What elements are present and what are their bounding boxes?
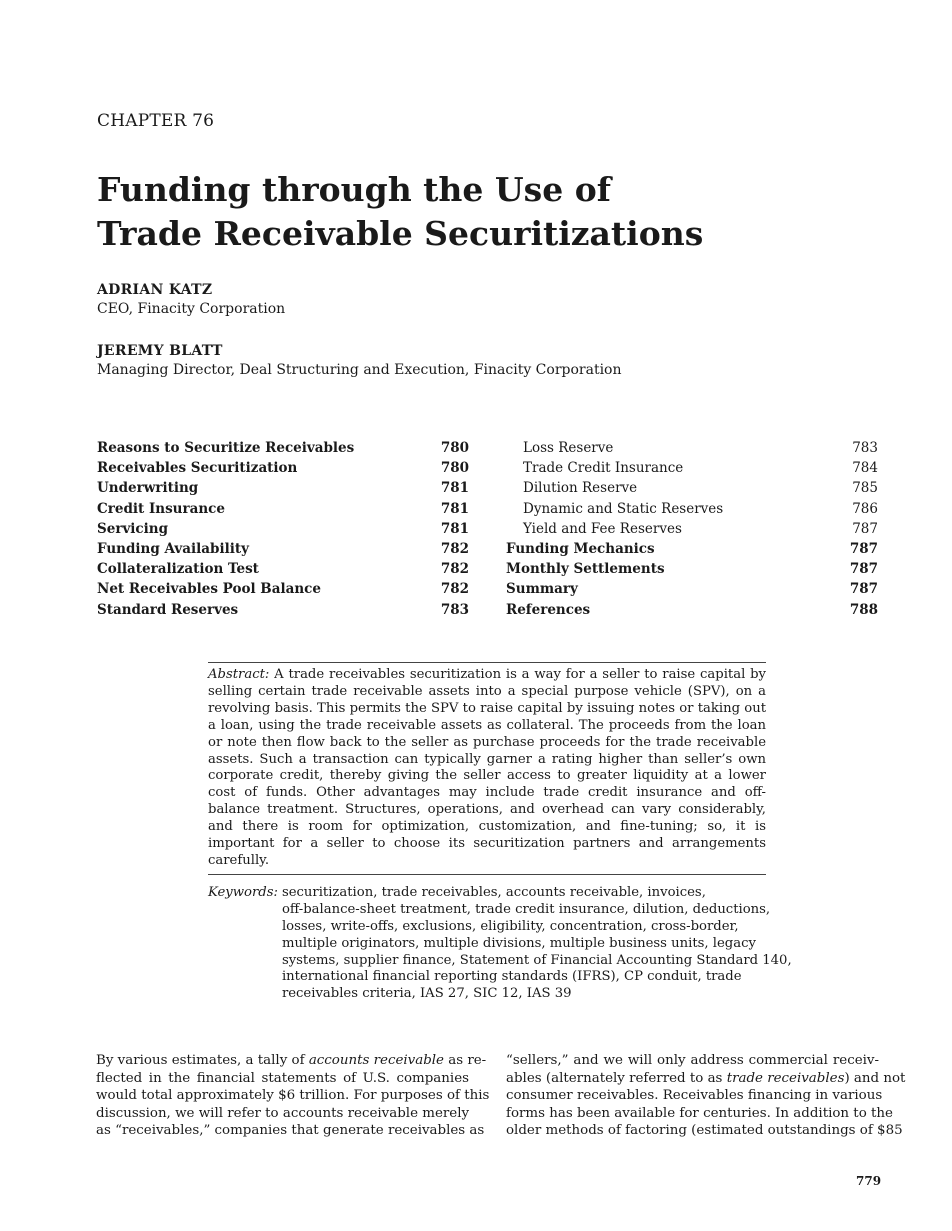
toc-entry (506, 579, 878, 599)
toc-entry-page: 786 (852, 500, 878, 517)
author-affiliation: CEO, Finacity Corporation (97, 301, 286, 317)
toc-entry-page: 782 (440, 561, 469, 578)
keywords-line: systems, supplier finance, Statement of Financial Accounting Standard 140, (281, 952, 792, 968)
toc-entry (97, 600, 469, 620)
title-line: Trade Receivable Securitizations (97, 214, 704, 253)
keywords-line: losses, write-offs, exclusions, eligibility, concentration, cross-border, (281, 918, 739, 934)
title-line: Funding through the Use of (97, 170, 611, 209)
author-block (97, 342, 622, 380)
toc-entry (97, 559, 469, 579)
keywords-line: off-balance-sheet treatment, trade credit insurance, dilution, deductions, (281, 901, 771, 917)
toc-entry-label: Net Receivables Pool Balance (97, 581, 321, 598)
toc-entry (97, 478, 469, 498)
body-column-right (506, 1052, 906, 1140)
toc-entry-label: Receivables Securitization (97, 460, 298, 477)
toc-entry-page: 787 (849, 541, 878, 558)
toc-entry (97, 579, 469, 599)
toc-entry (97, 519, 469, 539)
table-of-contents-right (506, 438, 878, 620)
toc-entry (506, 458, 878, 478)
page-number: 779 (856, 1174, 882, 1188)
toc-entry-page: 787 (849, 561, 878, 578)
toc-entry-label: Funding Availability (97, 541, 249, 558)
body-line: as “receivables,” companies that generate receivables as (96, 1123, 485, 1138)
toc-entry-page: 783 (440, 601, 469, 618)
toc-entry-label: Loss Reserve (523, 440, 614, 456)
toc-entry (506, 499, 878, 519)
toc-entry (97, 458, 469, 478)
keywords-line: international financial reporting standards (IFRS), CP conduit, trade (281, 969, 742, 985)
toc-entry-page: 787 (849, 581, 878, 598)
body-text: By various estimates, a tally of (96, 1053, 309, 1068)
toc-entry (506, 519, 878, 539)
table-of-contents-left (97, 438, 469, 620)
toc-entry-label: Trade Credit Insurance (523, 460, 684, 477)
toc-entry-page: 785 (852, 480, 878, 497)
body-line: “sellers,” and we will only address commercial receiv- (506, 1053, 879, 1068)
body-line: forms has been available for centuries. In addition to the (506, 1105, 893, 1121)
author-name: JEREMY BLATT (97, 343, 223, 359)
toc-entry-page: 782 (440, 581, 469, 598)
author-name: ADRIAN KATZ (97, 282, 213, 298)
abstract (208, 663, 766, 874)
toc-entry-label: Yield and Fee Reserves (523, 520, 682, 537)
keywords-label: Keywords: (208, 884, 278, 900)
toc-entry-label: Monthly Settlements (506, 561, 665, 578)
abstract-block (208, 662, 792, 1003)
body-line: discussion, we will refer to accounts receivable merely (96, 1105, 470, 1121)
body-line: would total approximately $6 trillion. For purposes of this (96, 1088, 490, 1103)
body-line (96, 1052, 487, 1070)
toc-entry (506, 600, 878, 620)
keywords-line: multiple originators, multiple divisions, multiple business units, legacy (281, 935, 756, 951)
abstract-text: A trade receivables securitization is a way for a seller to raise capital by selling certain trade receivable assets into a special purpose vehicle (SPV), on a revolving basis. This permits the SPV to raise capital by issuing notes or taking out a loan, using the trade receivable assets as collateral. The proceeds from the loan or note then flow back to the seller as purchase proceeds for the trade receivable assets. Such a transaction can typically garner a rating higher than seller’s own corporate credit, thereby giving the seller access to greater liquidity at a lower cost of funds. Other advantages may include trade credit insurance and off-balance treatment. Structures, operations, and overhead can vary considerably, and there is room for optimization, customization, and fine-tuning; so, it is important for a seller to choose its securitization partners and arrangements carefully. (208, 667, 766, 868)
keywords-line: securitization, trade receivables, accounts receivable, invoices, (281, 884, 706, 900)
body-text: ) and not (844, 1070, 906, 1086)
author-affiliation: Managing Director, Deal Structuring and Execution, Finacity Corporation (97, 362, 622, 378)
chapter-label: CHAPTER 76 (97, 111, 215, 131)
chapter-title (97, 168, 703, 256)
body-line: flected in the financial statements of U.S. companies (96, 1070, 469, 1086)
toc-entry-page: 783 (852, 440, 878, 456)
toc-entry-label: Reasons to Securitize Receivables (97, 440, 355, 456)
body-line: consumer receivables. Receivables financing in various (506, 1088, 883, 1103)
toc-entry-label: Collateralization Test (97, 561, 259, 578)
toc-entry-label: Standard Reserves (97, 601, 239, 618)
keywords-list (282, 885, 792, 1003)
toc-entry-page: 780 (440, 460, 469, 477)
toc-entry-label: Dilution Reserve (523, 480, 638, 497)
keywords (208, 875, 792, 1003)
body-emphasis: accounts receivable (308, 1053, 444, 1068)
toc-entry (97, 438, 469, 458)
toc-entry-label: Funding Mechanics (506, 541, 655, 558)
toc-entry (97, 539, 469, 559)
toc-entry-label: Summary (506, 581, 578, 598)
body-text: ables (alternately referred to as (506, 1070, 727, 1086)
abstract-label: Abstract: (208, 667, 270, 682)
body-line (506, 1070, 906, 1088)
author-block (97, 281, 285, 319)
toc-entry-page: 787 (852, 520, 878, 537)
toc-entry-page: 784 (852, 460, 878, 477)
toc-entry-page: 781 (440, 480, 469, 497)
toc-entry-page: 782 (440, 541, 469, 558)
toc-entry-page: 788 (849, 601, 878, 618)
toc-entry-label: Underwriting (97, 480, 199, 497)
toc-entry-label: Credit Insurance (97, 500, 225, 517)
body-column-left (96, 1052, 490, 1140)
toc-entry-label: Dynamic and Static Reserves (523, 500, 724, 517)
toc-entry-label: References (506, 601, 591, 618)
toc-entry (506, 559, 878, 579)
toc-entry-page: 781 (440, 520, 469, 537)
toc-entry (97, 499, 469, 519)
toc-entry-page: 781 (440, 500, 469, 517)
toc-entry-label: Servicing (97, 520, 169, 537)
keywords-line: receivables criteria, IAS 27, SIC 12, IAS 39 (281, 986, 572, 1002)
toc-entry-page: 780 (440, 440, 469, 456)
toc-entry (506, 539, 878, 559)
body-emphasis: trade receivables (726, 1070, 845, 1086)
toc-entry (506, 438, 878, 458)
toc-entry (506, 478, 878, 498)
body-line: older methods of factoring (estimated outstandings of $85 (506, 1123, 903, 1138)
body-text: as re- (443, 1053, 487, 1068)
